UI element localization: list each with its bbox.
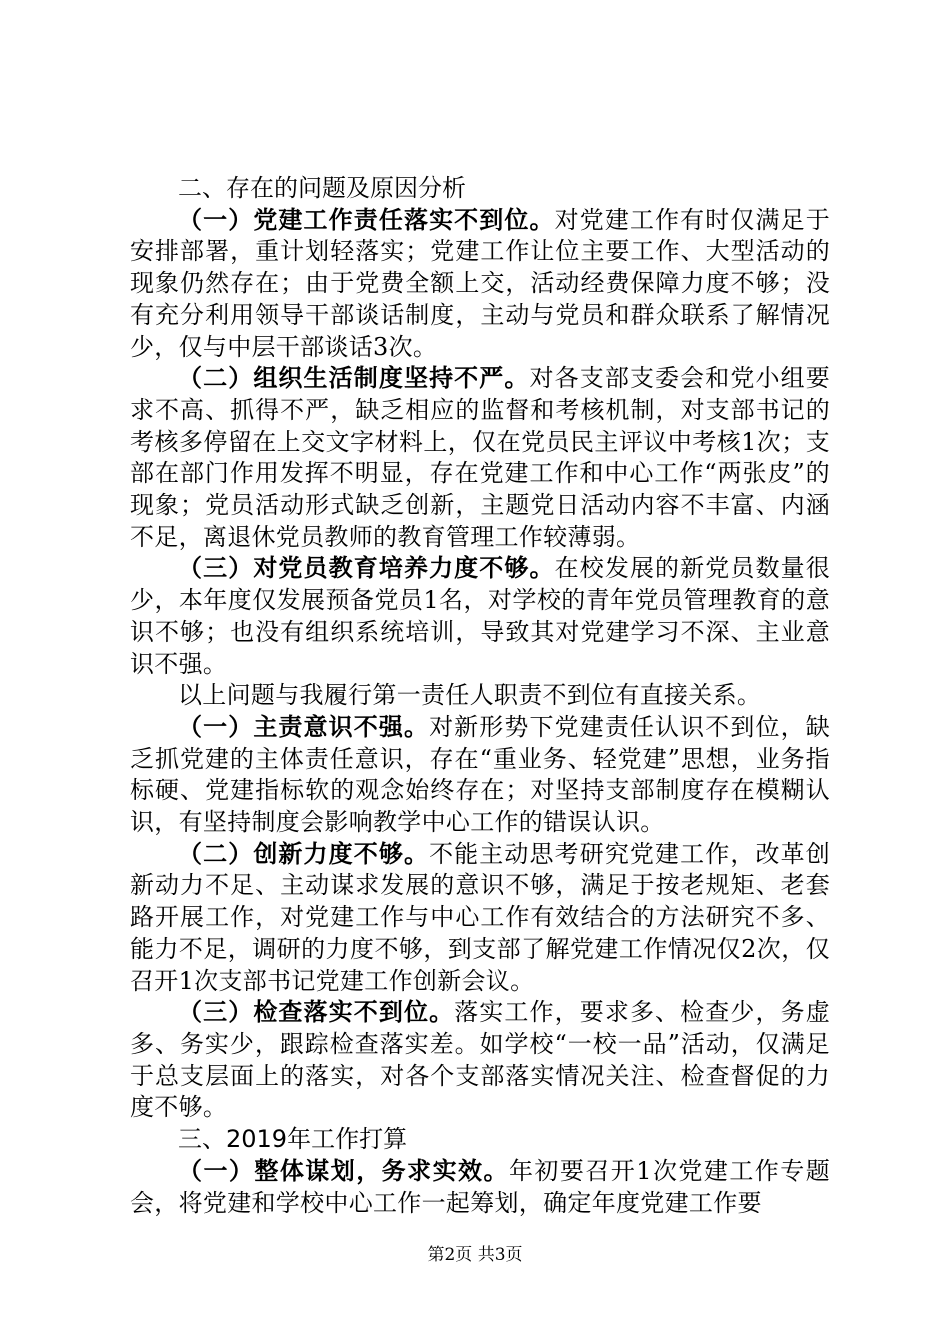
paragraph-text: 对各支部支委会和党小组要求不高、抓得不严，缺乏相应的监督和考核机制，对支部书记的考核多停留在上交文字材料上，仅在党员民主评议中考核1次；支部在部门作用发挥不明显，存在党建工作和中心工作“两张皮”的现象；党员活动形式缺乏创新，主题党日活动内容不丰富、内涵不足，离退休党员教师的教育管理工作较薄弱。 <box>130 364 830 551</box>
paragraph-text: 对党建工作有时仅满足于安排部署，重计划轻落实；党建工作让位主要工作、大型活动的现象仍然存在；由于党费全额上交，活动经费保障力度不够；没有充分利用领导干部谈话制度，主动与党员和群众联系了解情况少，仅与中层干部谈话3次。 <box>130 205 830 361</box>
paragraph-lead: （一）主责意识不强。 <box>178 712 430 741</box>
paragraph-lead: （三）检查落实不到位。 <box>178 998 455 1027</box>
paragraph-lead: （三）对党员教育培养力度不够。 <box>178 554 555 583</box>
paragraph-problem-2 <box>130 363 830 553</box>
paragraph-summary: 以上问题与我履行第一责任人职责不到位有直接关系。 <box>178 681 762 710</box>
page-number-footer: 第2页 共3页 <box>427 1245 523 1265</box>
paragraph-text: 年初要召开1次党建工作专题会，将党建和学校中心工作一起筹划，确定年度党建工作要 <box>130 1156 831 1217</box>
section-heading-problems: 二、存在的问题及原因分析 <box>178 174 466 202</box>
paragraph-cause-1 <box>130 712 830 839</box>
paragraph-problem-3 <box>130 553 830 680</box>
paragraph-lead: （一）党建工作责任落实不到位。 <box>178 205 555 234</box>
paragraph-cause-3 <box>130 997 830 1124</box>
paragraph-text: 不能主动思考研究党建工作，改革创新动力不足、主动谋求发展的意识不够，满足于按老规矩、老套路开展工作，对党建工作与中心工作有效结合的方法研究不多、能力不足，调研的力度不够，到支部了解党建工作情况仅2次，仅召开1次支部书记党建工作创新会议。 <box>130 839 830 995</box>
paragraph-lead: （二）组织生活制度坚持不严。 <box>178 364 530 393</box>
paragraph-plan-1 <box>130 1156 830 1219</box>
paragraph-text: 对新形势下党建责任认识不到位，缺乏抓党建的主体责任意识，存在“重业务、轻党建”思想，业务指标硬、党建指标软的观念始终存在；对坚持支部制度存在模糊认识，有坚持制度会影响教学中心工作的错误认识。 <box>130 712 830 837</box>
paragraph-problem-1 <box>130 205 830 364</box>
document-body <box>130 173 830 1219</box>
paragraph-lead: （一）整体谋划，务求实效。 <box>178 1156 509 1185</box>
paragraph-text: 在校发展的新党员数量很少，本年度仅发展预备党员1名，对学校的青年党员管理教育的意识不够；也没有组织系统培训，导致其对党建学习不深、主业意识不强。 <box>130 554 830 678</box>
paragraph-lead: （二）创新力度不够。 <box>178 839 430 868</box>
section-heading-plan: 三、2019年工作打算 <box>178 1125 408 1154</box>
paragraph-cause-2 <box>130 839 830 998</box>
paragraph-text: 落实工作，要求多、检查少，务虚多、务实少，跟踪检查落实差。如学校“一校一品”活动，仅满足于总支层面上的落实，对各个支部落实情况关注、检查督促的力度不够。 <box>130 998 830 1122</box>
